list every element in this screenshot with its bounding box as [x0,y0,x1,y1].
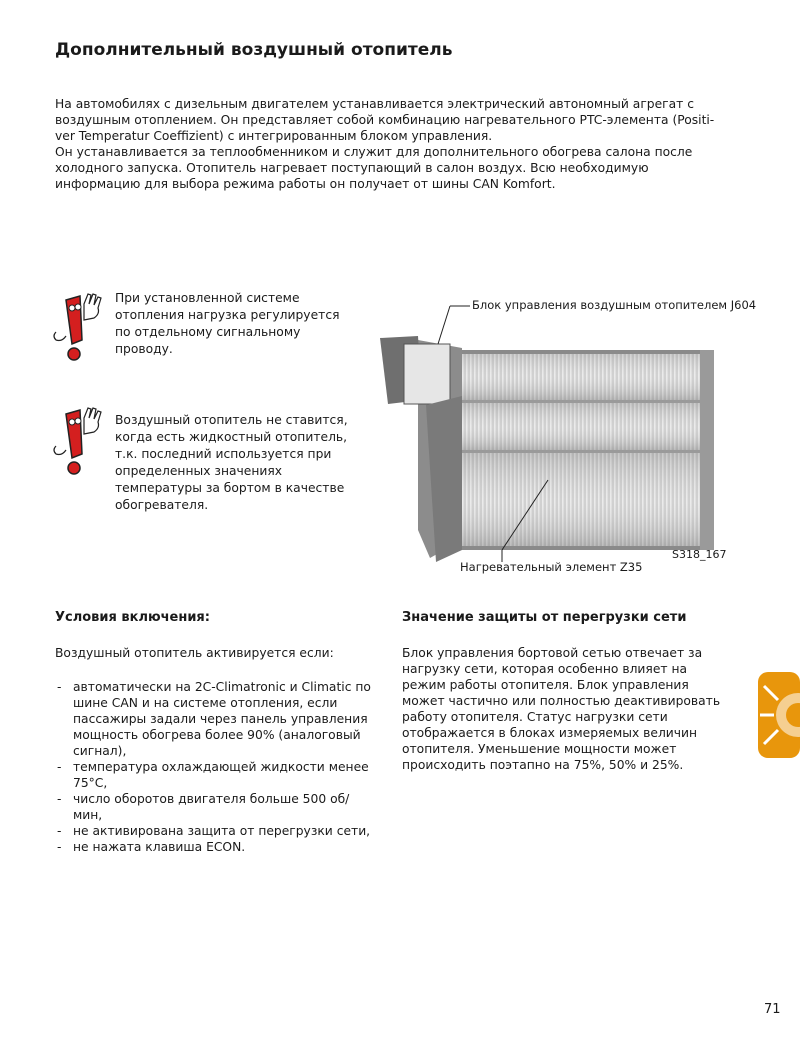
list-item: - не активирована защита от перегрузки сети, [55,823,373,839]
conditions-list [55,679,373,855]
intro-text [55,96,725,192]
note-1-text: При установленной системе отопления нагрузка регулируется по отдельному сигнальному проводу. [115,291,340,356]
intro-paragraph-2: Он устанавливается за теплообменником и служит для дополнительного обогрева салона после холодного запуска. Отопитель нагревает поступающий в салон воздух. Всю необходимую информацию для выбора режима работы он получает от шины CAN Komfort. [55,145,693,191]
intro-paragraph-1: На автомобилях с дизельным двигателем устанавливается электрический автономный агрегат с воздушным отоплением. Он представляет собой комбинацию нагревательного PTC-элемента (Positi-ver Temperatur Coeffizient) с интегрированным блоком управления. [55,97,715,143]
list-item: - не нажата клавиша ECON. [55,839,373,855]
switch-on-conditions [55,645,375,855]
list-item: - число оборотов двигателя больше 500 об/мин, [55,791,373,823]
overload-protection-heading: Значение защиты от перегрузки сети [402,610,687,625]
warning-exclamation-icon [50,290,112,368]
switch-on-conditions-heading: Условия включения: [55,610,210,625]
heater-illustration [370,300,750,580]
note-1 [115,290,345,358]
conditions-lead: Воздушный отопитель активируется если: [55,646,334,660]
page-number: 71 [764,1002,781,1017]
heater-figure [370,300,750,580]
chapter-marker-icon [758,672,800,758]
overload-protection-text [402,645,727,773]
page-title: Дополнительный воздушный отопитель [55,40,453,60]
note-2-text: Воздушный отопитель не ставится, когда есть жидкостный отопитель, т.к. последний используется при определенных значениях температуры за бортом в качестве обогревателя. [115,413,348,512]
warning-exclamation-icon [50,404,112,482]
list-item: - температура охлаждающей жидкости менее 75°С, [55,759,373,791]
figure-code: S318_167 [672,548,727,561]
note-2 [115,412,350,514]
label-control-unit-j604: Блок управления воздушным отопителем J604 [472,298,757,312]
label-heating-element-z35: Нагревательный элемент Z35 [460,560,643,574]
overload-protection-body: Блок управления бортовой сетью отвечает за нагрузку сети, которая особенно влияет на режим работы отопителя. Блок управления может частично или полностью деактивировать работу отопителя. Статус нагрузки сети отображается в блоках измеряемых величин отопителя. Уменьшение мощности может происходить поэтапно на 75%, 50% и 25%. [402,646,721,772]
list-item: - автоматически на 2C-Climatronic и Climatic по шине CAN и на системе отопления, если пассажиры задали через панель управления мощность обогрева более 90% (аналоговый сигнал), [55,679,373,759]
